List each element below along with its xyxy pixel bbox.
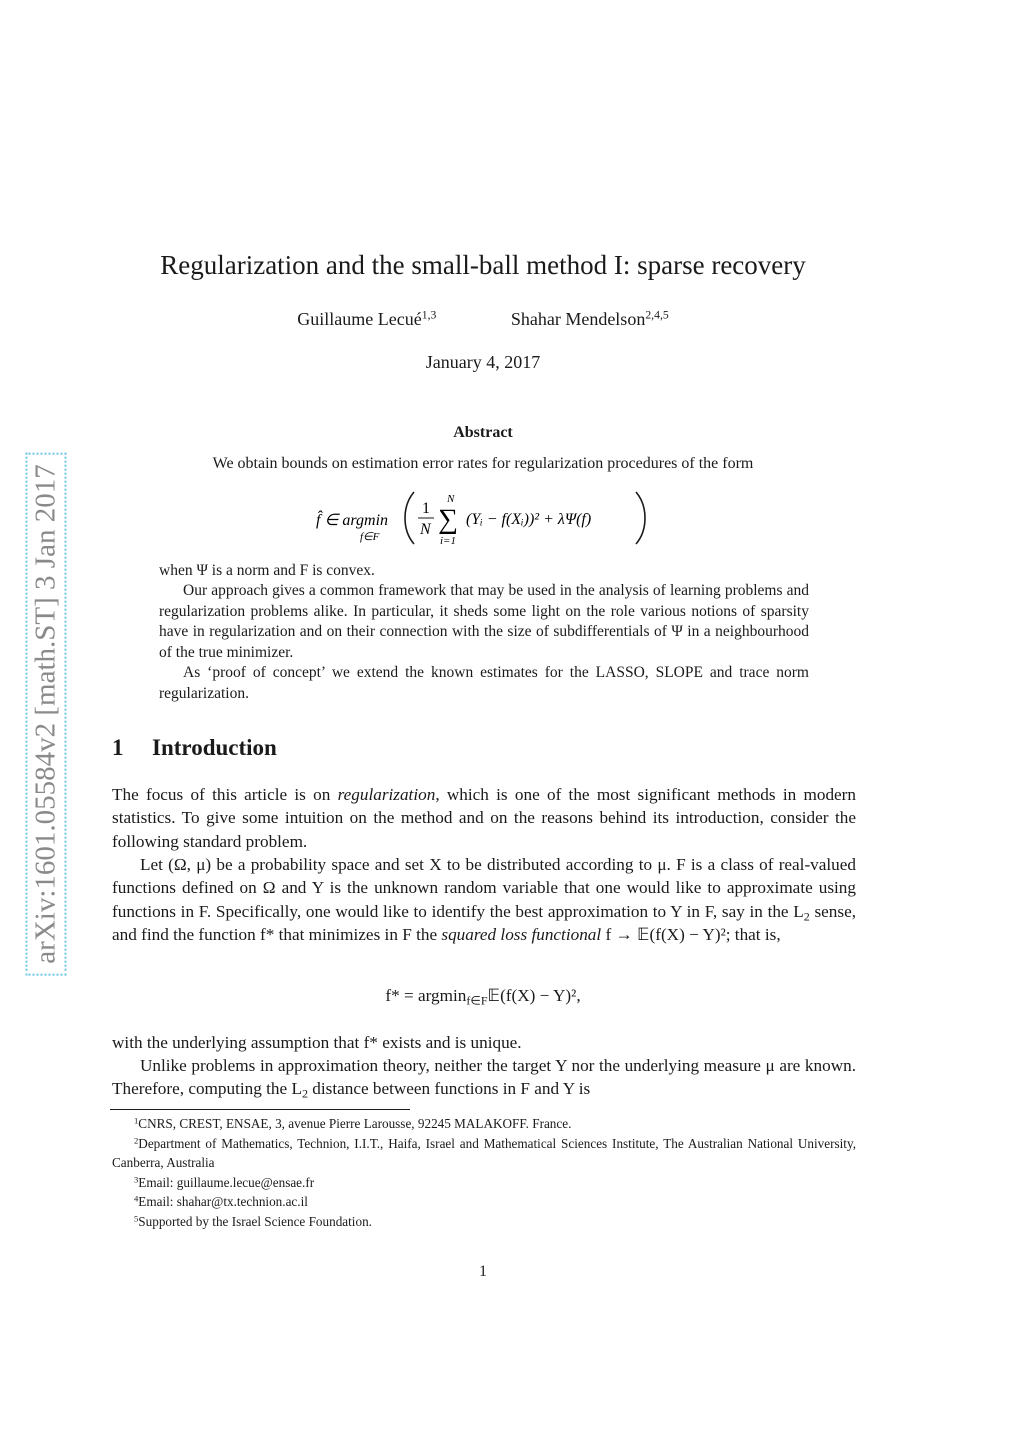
section-number: 1 — [112, 735, 124, 760]
arxiv-stamp: arXiv:1601.05584v2 [math.ST] 3 Jan 2017 — [26, 452, 67, 975]
equation-argmin — [310, 486, 670, 550]
paper-date: January 4, 2017 — [425, 352, 541, 372]
eq-left-paren — [405, 492, 414, 544]
emphasis-regularization: regularization — [337, 785, 436, 804]
eq-sum-bottom: i=1 — [440, 535, 456, 547]
author-list — [0, 309, 966, 330]
emphasis-squared-loss: squared loss functional — [441, 925, 602, 945]
footnote-2: $^2$Department of Mathematics, Technion, I.I.T., Haifa, Israel and Mathematical Sciences Institute, The Australian National University, Canberra, Australia — [112, 1134, 856, 1170]
abstract-paragraph-3: As ‘proof of concept’ we extend the known estimates for the LASSO, SLOPE and trace norm regularization. — [159, 664, 809, 702]
intro-paragraph-1: The focus of this article is on regularization, which is one of the most significant methods in modern statistics. To give some intuition on the method and on the reasons behind its introduction, consider the following standard problem. — [112, 785, 856, 851]
section-heading — [112, 735, 277, 761]
eq-right-paren — [636, 492, 645, 544]
intro-paragraph-4: Unlike problems in approximation theory, neither the target Y nor the underlying measure μ are known. Therefore, computing the $L_2$ distance between functions in F and Y is — [112, 1056, 856, 1102]
footnotes — [112, 1114, 856, 1231]
abstract-paragraph-2: Our approach gives a common framework that may be used in the analysis of learning problems and regularization problems alike. In particular, it sheds some light on the role various notions of sparsity have in regularization and on their connection with the size of subdifferentials of Ψ in a neighbourhood of the true minimizer. — [159, 582, 809, 661]
author-1: Guillaume Lecué$^{1,3}$ — [297, 308, 437, 329]
footnote-1: $^1$CNRS, CREST, ENSAE, 3, avenue Pierre Larousse, 92245 MALAKOFF. France. — [134, 1115, 572, 1131]
intro-paragraph-3: with the underlying assumption that f* exists and is unique. — [112, 1033, 522, 1052]
eq-lhs: f̂ ∈ argmin — [316, 512, 389, 529]
eq-sum-top: N — [447, 493, 455, 505]
author-2: Shahar Mendelson$^{2,4,5}$ — [510, 308, 669, 329]
eq-frac-den: N — [420, 521, 431, 538]
eq-frac-num: 1 — [422, 500, 430, 517]
author-1-affiliation: 1,3 — [421, 308, 437, 322]
section-title: Introduction — [152, 735, 277, 760]
author-2-affiliation: 2,4,5 — [645, 308, 669, 322]
abstract-lead: We obtain bounds on estimation error rates for regularization procedures of the form — [212, 455, 754, 472]
intro-paragraph-2: Let (Ω, μ) be a probability space and set X to be distributed according to μ. F is a class of real-valued functions defined on Ω and Y is the unknown random variable that one would like to approximate using functions in F. Specifically, one would like to identify the best approximation to Y in F, say in the $L_2$ sense, and find the function f* that minimizes in F the squared loss functional f → 𝔼(f(X) − Y)²; that is, — [112, 855, 857, 945]
footnote-4: $^4$Email: shahar@tx.technion.ac.il — [134, 1193, 308, 1209]
equation-fstar: f* = argmin$_{f\in F}$𝔼(f(X) − Y)², — [385, 986, 581, 1008]
page-number: 1 — [479, 1263, 487, 1280]
footnote-5: $^5$Supported by the Israel Science Foundation. — [134, 1212, 372, 1229]
eq-body: (Yᵢ − f(Xᵢ))² + λΨ(f) — [466, 511, 592, 528]
eq-sum-sign: ∑ — [438, 504, 458, 535]
footnote-rule — [110, 1109, 410, 1110]
paper-title: Regularization and the small-ball method I: sparse recovery — [160, 250, 806, 280]
eq-under: f∈F — [360, 531, 380, 543]
footnote-3: $^3$Email: guillaume.lecue@ensae.fr — [134, 1173, 315, 1190]
abstract-heading: Abstract — [453, 424, 513, 441]
abstract-paragraph-1: when Ψ is a norm and F is convex. — [159, 562, 375, 579]
